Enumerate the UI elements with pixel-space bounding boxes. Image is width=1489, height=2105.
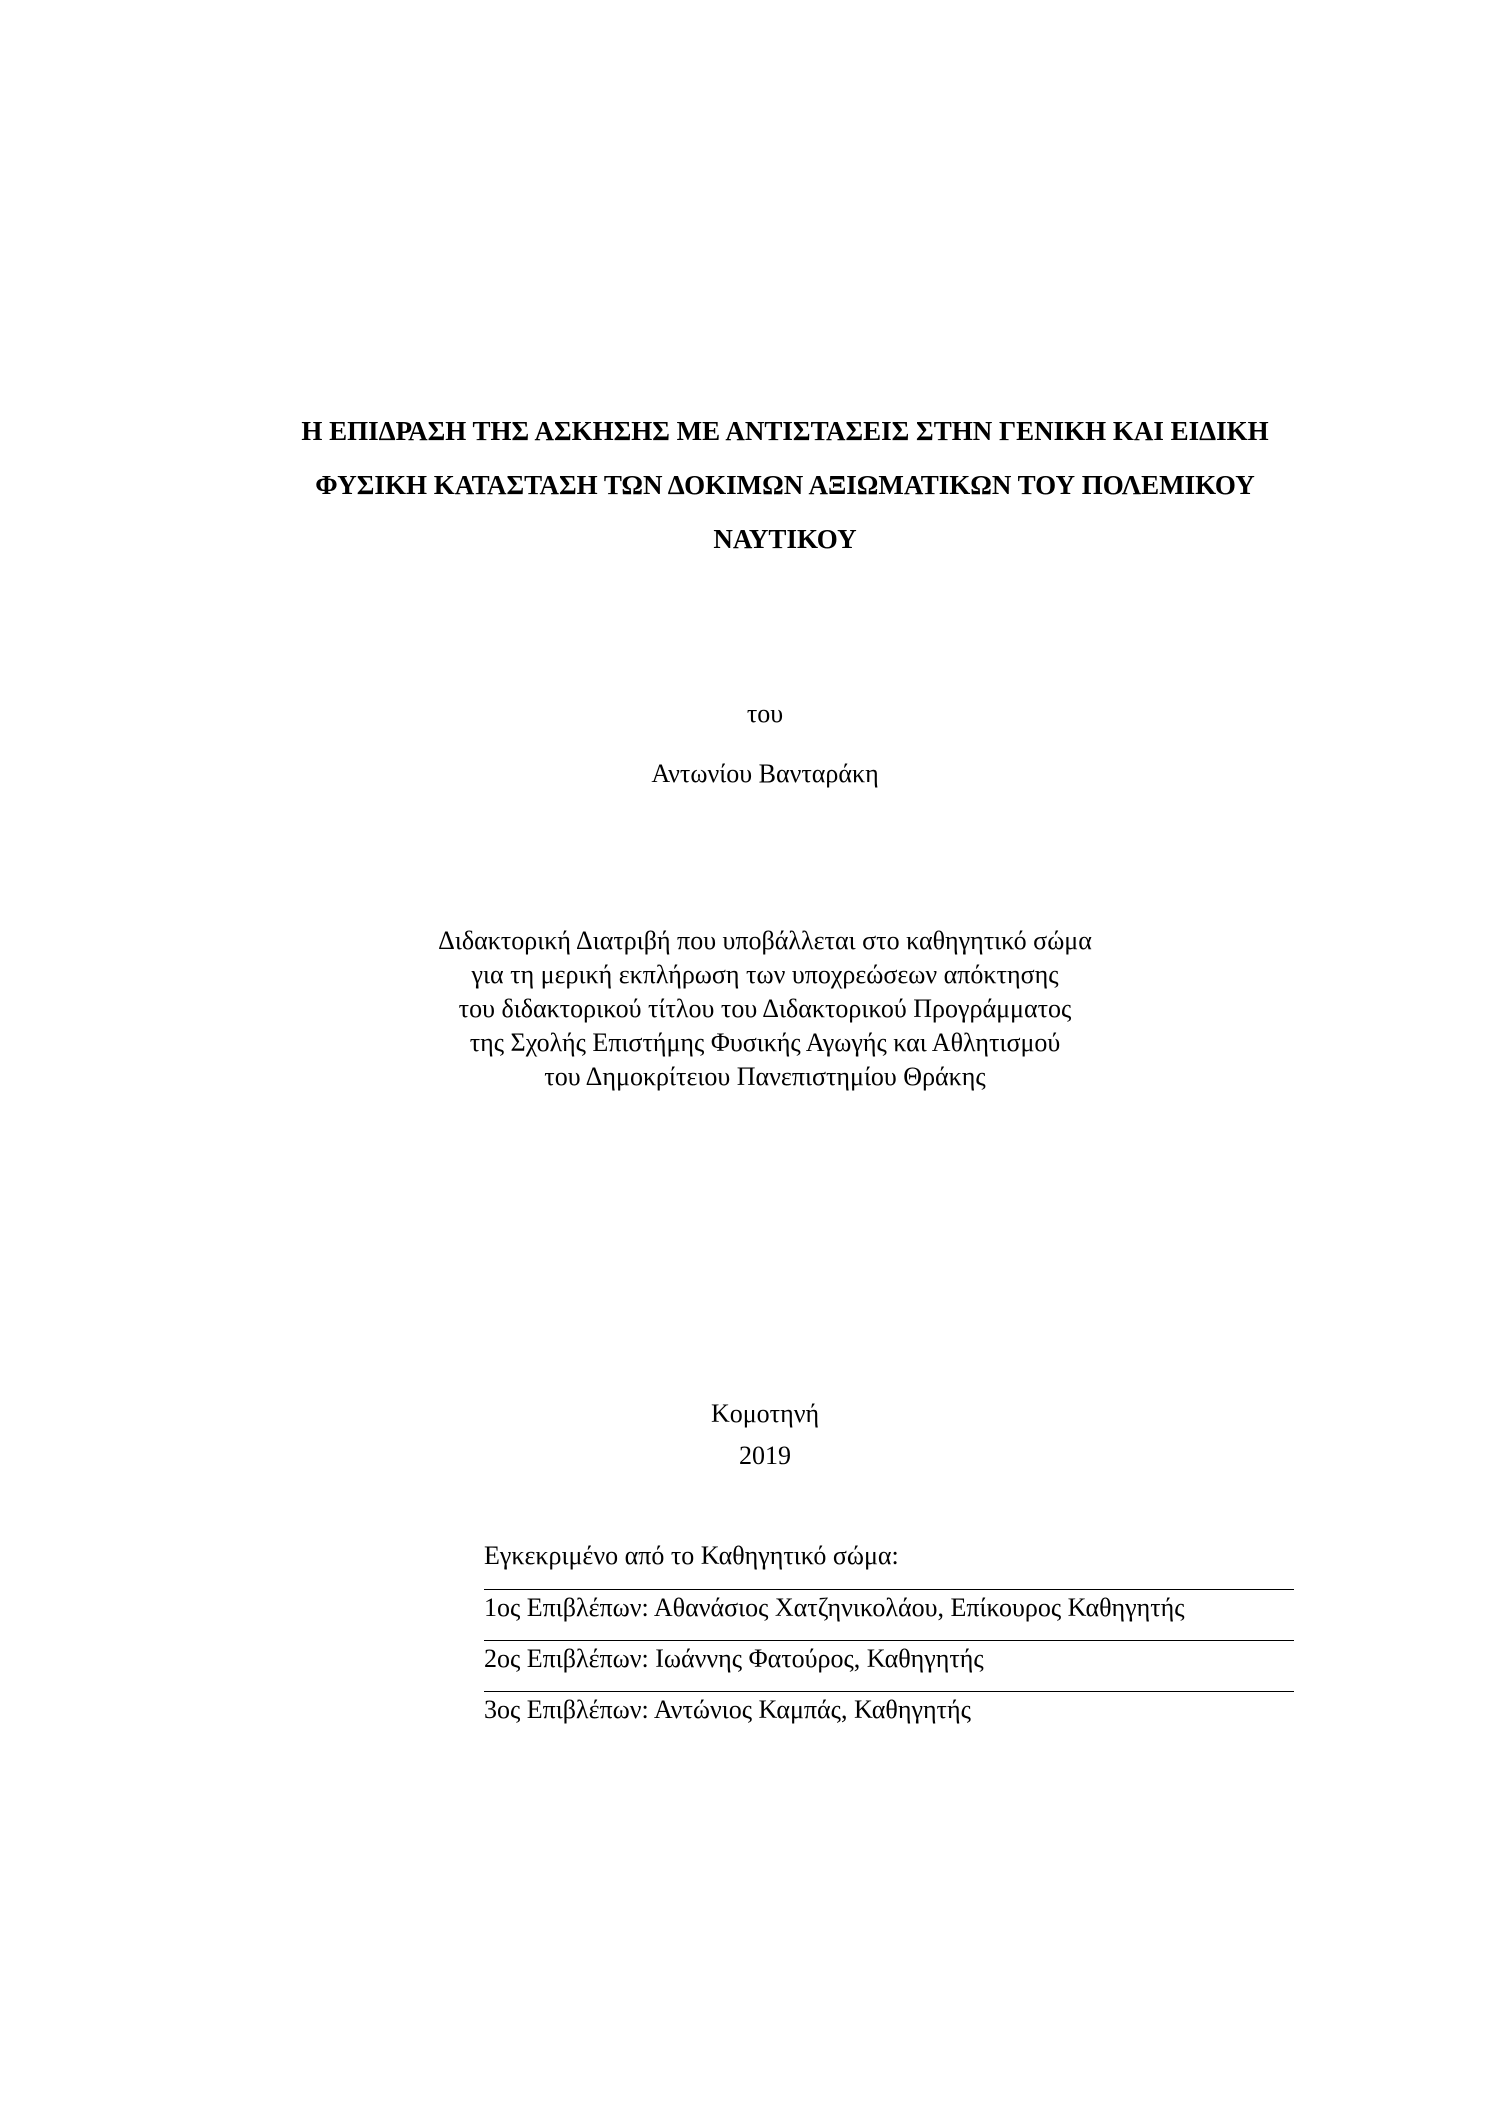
submission-statement xyxy=(0,924,1489,1094)
signature-line xyxy=(484,1691,1294,1692)
thesis-title-line: Η ΕΠΙΔΡΑΣΗ ΤΗΣ ΑΣΚΗΣΗΣ ΜΕ ΑΝΤΙΣΤΑΣΕΙΣ ΣΤΗΝ ΓΕΝΙΚΗ ΚΑΙ ΕΙΔΙΚΗ xyxy=(301,416,1269,446)
year: 2019 xyxy=(739,1441,791,1470)
place: Κομοτηνή xyxy=(710,1399,820,1428)
statement-line: Διδακτορική Διατριβή που υποβάλλεται στο καθηγητικό σώμα xyxy=(438,926,1092,955)
signature-block xyxy=(484,1691,1304,1726)
statement-line: του διδακτορικού τίτλου του Διδακτορικού Προγράμματος xyxy=(458,994,1072,1023)
approval-section xyxy=(484,1541,1304,1742)
thesis-title-line: ΦΥΣΙΚΗ ΚΑΤΑΣΤΑΣΗ ΤΩΝ ΔΟΚΙΜΩΝ ΑΞΙΩΜΑΤΙΚΩΝ ΤΟΥ ΠΟΛΕΜΙΚΟΥ xyxy=(315,470,1255,500)
statement-line: του Δημοκρίτειου Πανεπιστημίου Θράκης xyxy=(544,1062,986,1091)
by-label: του xyxy=(746,699,784,728)
supervisor-2: 2ος Επιβλέπων: Ιωάννης Φατούρος, Καθηγητής xyxy=(484,1644,984,1673)
statement-line: για τη μερική εκπλήρωση των υποχρεώσεων απόκτησης xyxy=(471,960,1059,989)
signature-block xyxy=(484,1640,1304,1675)
supervisor-3: 3ος Επιβλέπων: Αντώνιος Καμπάς, Καθηγητής xyxy=(484,1695,971,1724)
signature-line xyxy=(484,1640,1294,1641)
thesis-title xyxy=(190,404,1380,566)
statement-line: της Σχολής Επιστήμης Φυσικής Αγωγής και Αθλητισμού xyxy=(469,1028,1061,1057)
supervisor-1: 1ος Επιβλέπων: Αθανάσιος Χατζηνικολάου, Επίκουρος Καθηγητής xyxy=(484,1593,1185,1622)
approval-label: Εγκεκριμένο από το Καθηγητικό σώμα: xyxy=(484,1541,899,1570)
signature-block xyxy=(484,1589,1304,1624)
author-name: Αντωνίου Βανταράκη xyxy=(651,759,879,788)
thesis-title-line: ΝΑΥΤΙΚΟΥ xyxy=(713,524,857,554)
signature-line xyxy=(484,1589,1294,1590)
